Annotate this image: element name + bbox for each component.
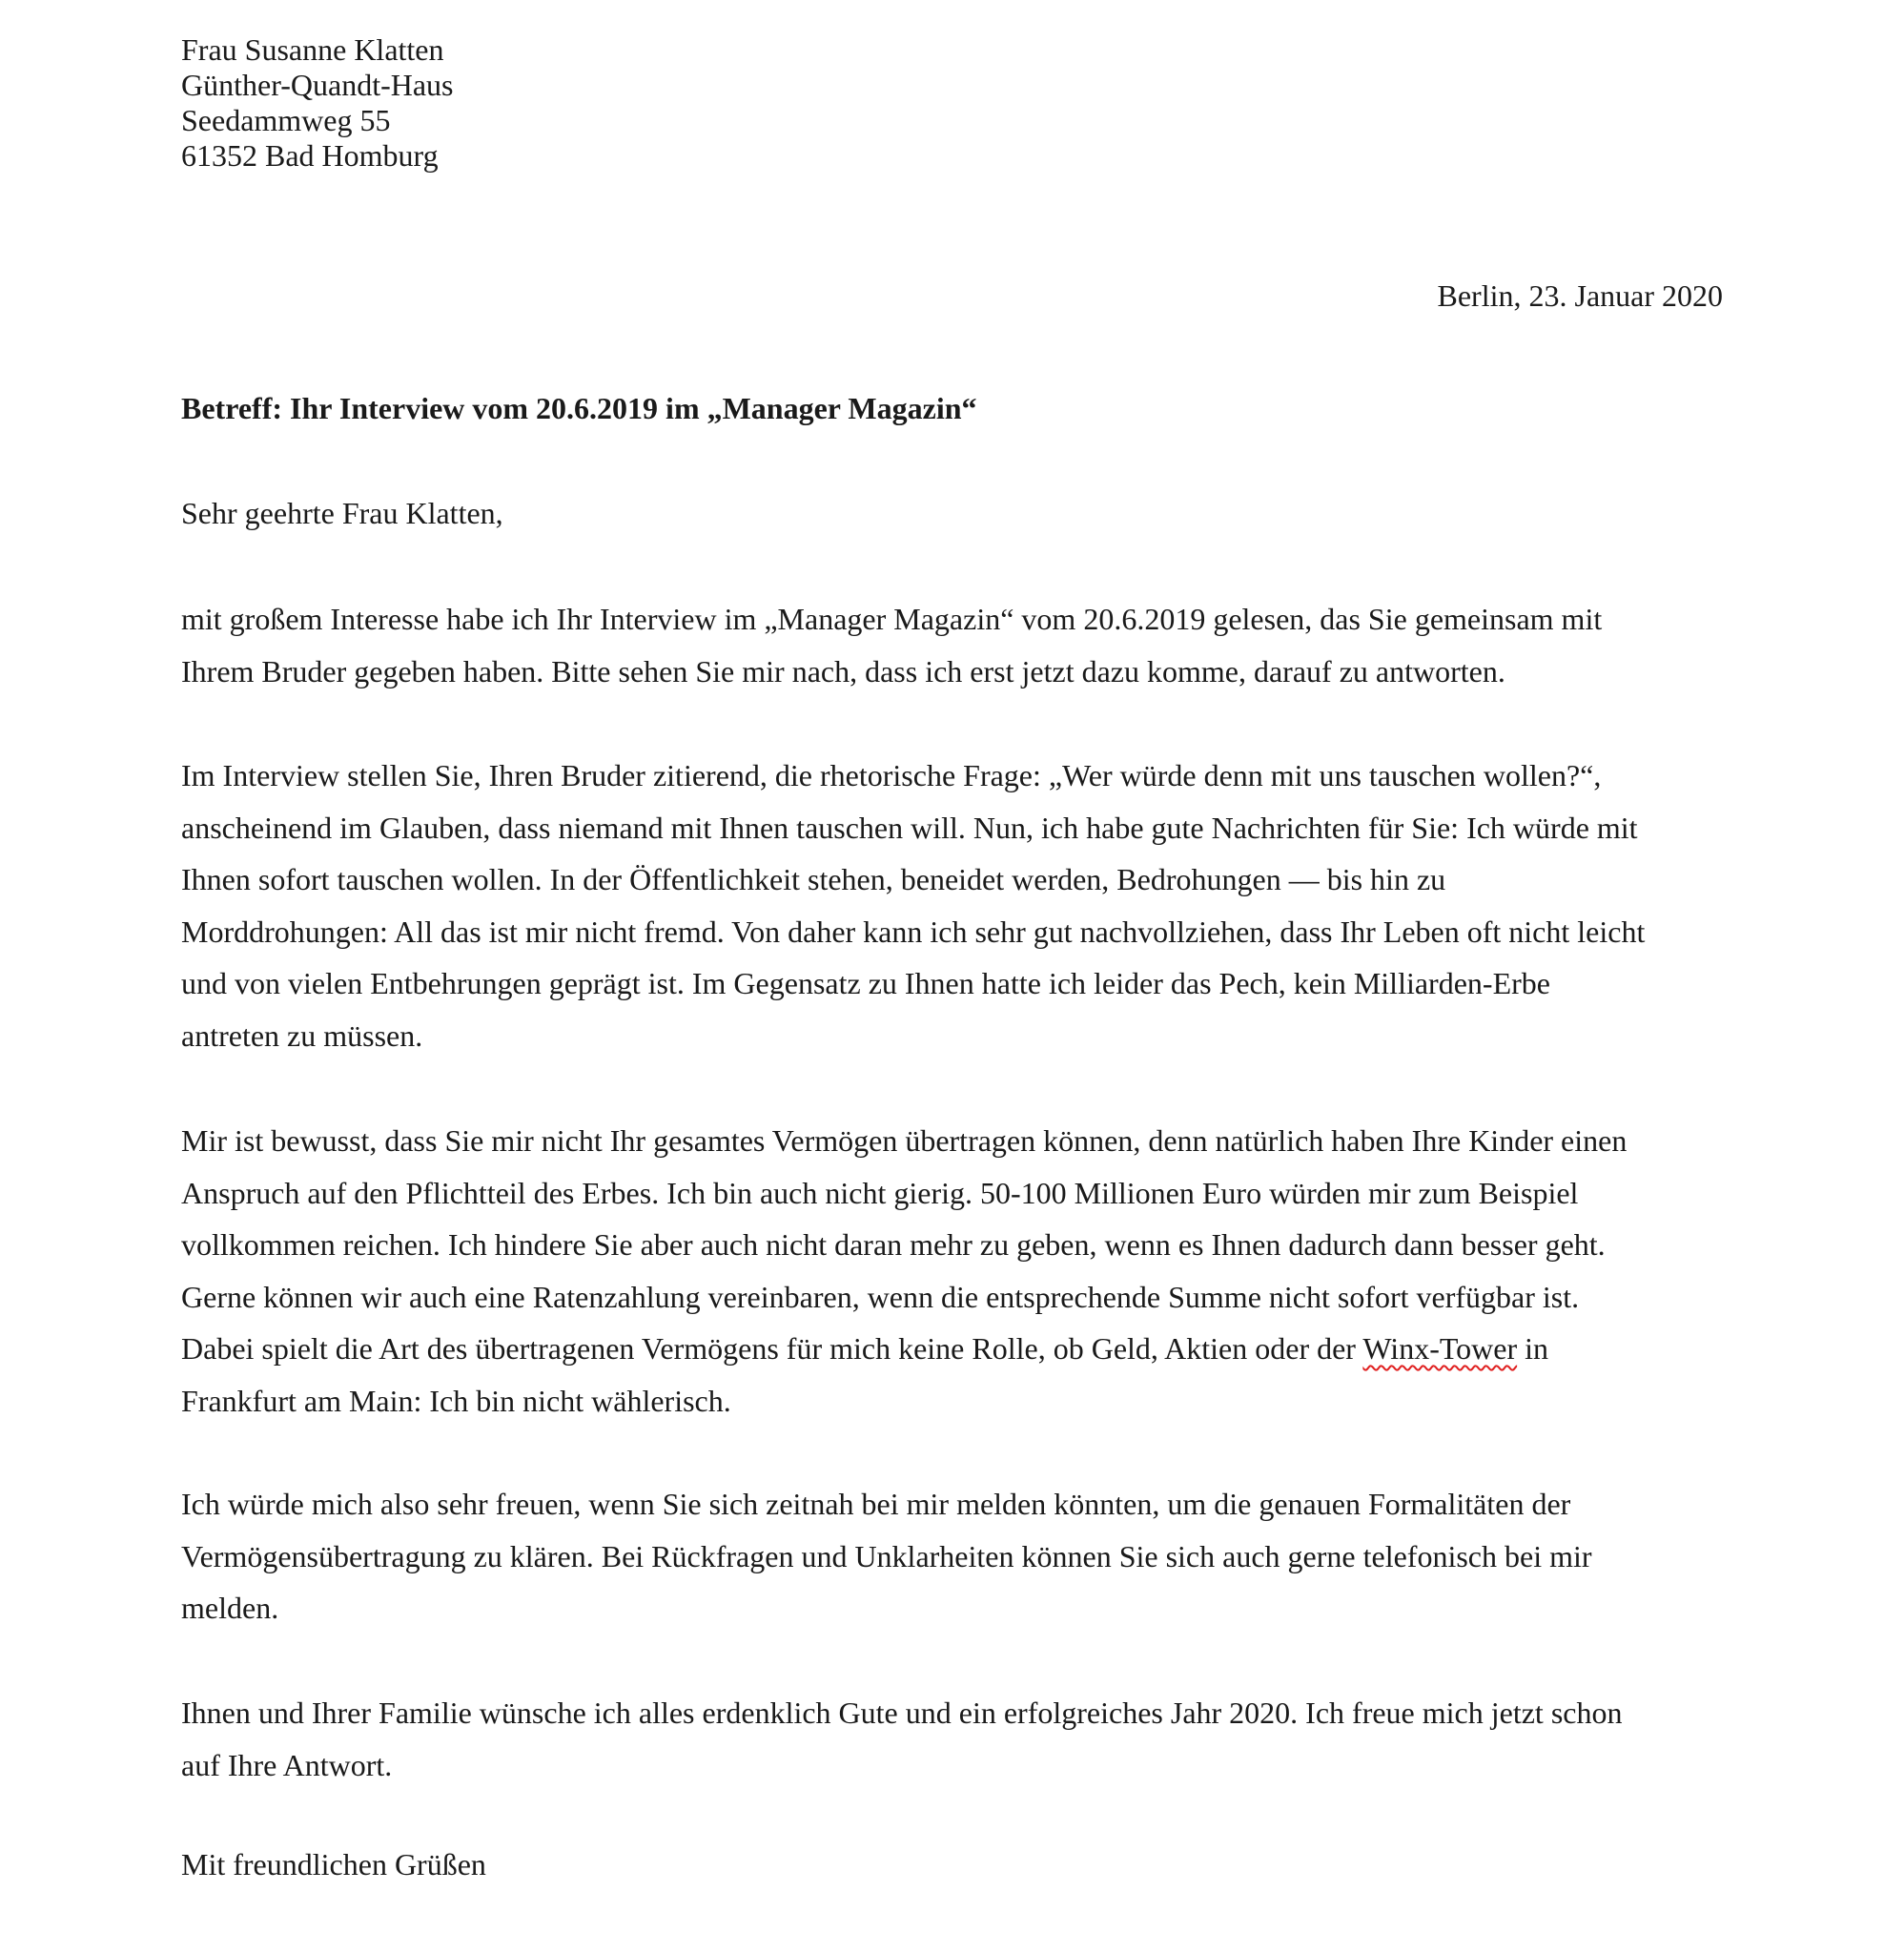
text-line: anscheinend im Glauben, dass niemand mit Ihnen tauschen will. Nun, ich habe gute Nachrichten für Sie: Ich würde mit — [181, 810, 1638, 845]
salutation: Sehr geehrte Frau Klatten, — [181, 496, 503, 530]
text-line: Gerne können wir auch eine Ratenzahlung vereinbaren, wenn die entsprechende Summe nicht sofort verfügbar ist. — [181, 1279, 1580, 1314]
text-line: Morddrohungen: All das ist mir nicht fremd. Von daher kann ich sehr gut nachvollziehen, dass Ihr Leben oft nicht leicht — [181, 914, 1646, 949]
text-line — [181, 1323, 1735, 1375]
text-line: Ihrem Bruder gegeben haben. Bitte sehen Sie mir nach, dass ich erst jetzt dazu komme, darauf zu antworten. — [181, 653, 1505, 689]
closing-formula: Mit freundlichen Grüßen — [181, 1847, 486, 1881]
paragraph-wishes — [181, 1687, 1735, 1791]
subject-line: Betreff: Ihr Interview vom 20.6.2019 im „Manager Magazin“ — [181, 391, 977, 425]
text-line: Im Interview stellen Sie, Ihren Bruder zitierend, die rhetorische Frage: „Wer würde denn mit uns tauschen wollen?“, — [181, 758, 1602, 792]
text-line: mit großem Interesse habe ich Ihr Interview im „Manager Magazin“ vom 20.6.2019 gelesen, das Sie gemeinsam mit — [181, 602, 1603, 636]
text-line: antreten zu müssen. — [181, 1018, 423, 1053]
text-line: Vermögensübertragung zu klären. Bei Rückfragen und Unklarheiten können Sie sich auch gerne telefonisch bei mir — [181, 1538, 1592, 1573]
text-line: Anspruch auf den Pflichtteil des Erbes. Ich bin auch nicht gierig. 50-100 Millionen Euro würden mir zum Beispiel — [181, 1175, 1579, 1210]
text-line: Mir ist bewusst, dass Sie mir nicht Ihr gesamtes Vermögen übertragen können, denn natürlich haben Ihre Kinder einen — [181, 1123, 1628, 1158]
text-line: Ihnen und Ihrer Familie wünsche ich alles erdenklich Gute und ein erfolgreiches Jahr 2020. Ich freue mich jetzt schon — [181, 1696, 1623, 1730]
text-segment: in — [1517, 1331, 1549, 1366]
spellcheck-flagged-word[interactable]: Winx-Tower — [1362, 1331, 1518, 1366]
paragraph-transfer-request — [181, 1115, 1735, 1427]
paragraph-contact-request — [181, 1478, 1735, 1634]
text-line: und von vielen Entbehrungen geprägt ist. Im Gegensatz zu Ihnen hatte ich leider das Pech, kein Milliarden-Erbe — [181, 966, 1550, 1000]
text-line: vollkommen reichen. Ich hindere Sie aber auch nicht daran mehr zu geben, wenn es Ihnen dadurch dann besser geht. — [181, 1227, 1606, 1262]
text-segment: Dabei spielt die Art des übertragenen Vermögens für mich keine Rolle, ob Geld, Aktien oder der — [181, 1331, 1363, 1366]
text-line: Ich würde mich also sehr freuen, wenn Sie sich zeitnah bei mir melden könnten, um die genauen Formalitäten der — [181, 1487, 1571, 1521]
recipient-city: 61352 Bad Homburg — [181, 138, 439, 173]
recipient-name: Frau Susanne Klatten — [181, 32, 444, 67]
recipient-building: Günther-Quandt-Haus — [181, 68, 454, 102]
text-line: Ihnen sofort tauschen wollen. In der Öffentlichkeit stehen, beneidet werden, Bedrohungen — bis hin zu — [181, 862, 1446, 896]
letter-date: Berlin, 23. Januar 2020 — [1437, 278, 1723, 313]
text-line: melden. — [181, 1591, 279, 1625]
text-line: auf Ihre Antwort. — [181, 1747, 393, 1782]
paragraph-interview-question — [181, 750, 1735, 1061]
recipient-street: Seedammweg 55 — [181, 103, 391, 137]
recipient-address — [181, 32, 454, 174]
text-line: Frankfurt am Main: Ich bin nicht wählerisch. — [181, 1383, 731, 1418]
paragraph-intro — [181, 593, 1735, 697]
